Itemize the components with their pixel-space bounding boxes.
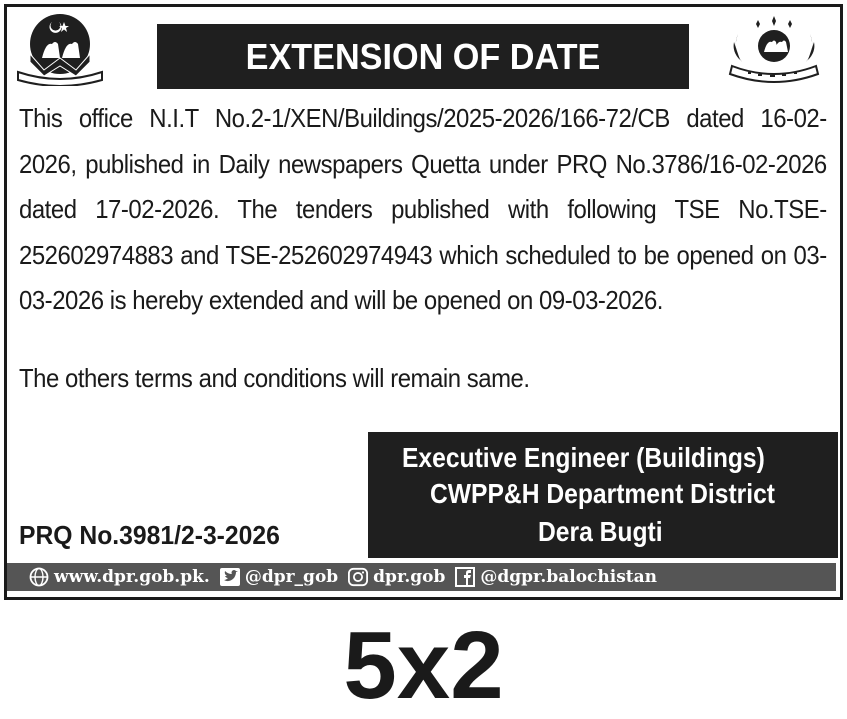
signature-department: CWPP&H Department District [430, 478, 776, 509]
prq-number: PRQ No.3981/2-3-2026 [19, 520, 280, 550]
page-title: EXTENSION OF DATE [157, 24, 689, 89]
notice-note: The others terms and conditions will remain same. [19, 363, 530, 393]
balochistan-emblem-icon [14, 14, 106, 86]
instagram-icon [348, 567, 368, 587]
website-label: www.dpr.gob.pk. [54, 567, 210, 587]
facebook-label: @dgpr.balochistan [480, 567, 658, 587]
twitter-label: @dpr_gob [244, 567, 339, 587]
footer-instagram[interactable] [348, 567, 445, 587]
footer-facebook[interactable] [455, 567, 657, 587]
footer-twitter[interactable] [220, 567, 338, 587]
globe-icon [29, 567, 49, 587]
footer-bar [7, 563, 836, 591]
footer-website[interactable] [29, 567, 210, 587]
signature-block [368, 432, 838, 558]
facebook-icon [455, 567, 475, 587]
signature-title: Executive Engineer (Buildings) [402, 442, 765, 473]
dgpr-emblem-icon [718, 14, 830, 84]
twitter-icon [220, 567, 240, 587]
ad-size-label: 5x2 [343, 612, 504, 719]
notice-paragraph: This office N.I.T No.2-1/XEN/Buildings/2025-2026/166-72/CB dated 16-02-2026, published in Daily newspapers Quetta under PRQ No.3786/16-02-2026 dated 17-02-2026. The tenders published with following TSE No.TSE-252602974883 and TSE-252602974943 which scheduled to be opened on 03-03-2026 is hereby extended and will be opened on 09-03-2026. [19, 103, 827, 315]
signature-district: Dera Bugti [538, 516, 663, 547]
instagram-label: dpr.gob [373, 567, 446, 587]
notice-body [19, 96, 827, 324]
